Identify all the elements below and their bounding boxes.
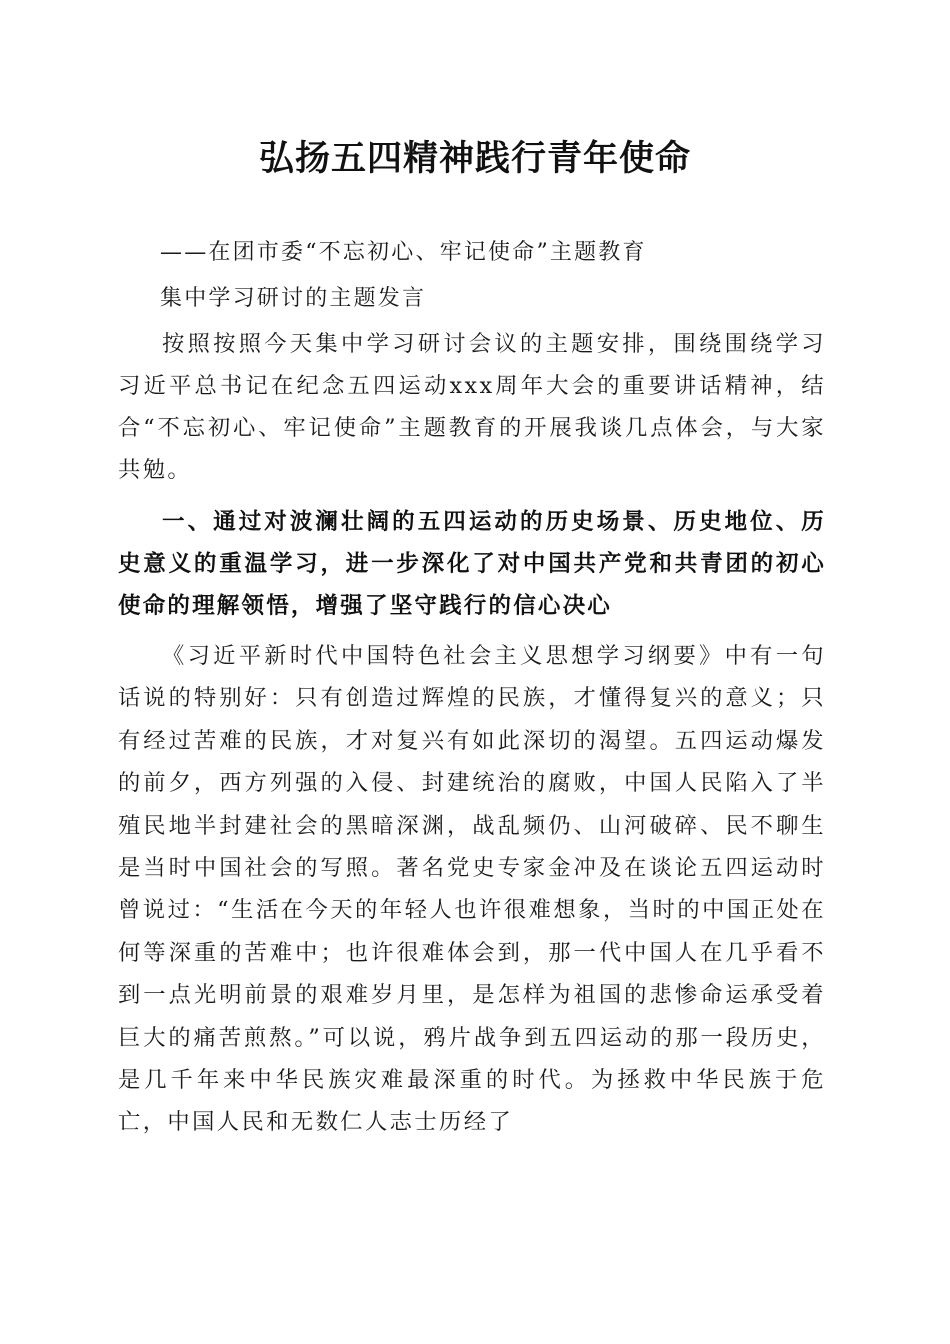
intro-section [118,323,826,491]
intro-paragraph: 按照按照今天集中学习研讨会议的主题安排，围绕围绕学习习近平总书记在纪念五四运动xxx周年大会的重要讲话精神，结合“不忘初心、牢记使命”主题教育的开展我谈几点体会，与大家共勉。 [118,331,826,483]
section-1-heading-block [118,501,826,627]
document-subtitle-line-2: 集中学习研讨的主题发言 [160,286,427,311]
document-title: 弘扬五四精神践行青年使命 [258,138,691,179]
section-1-body [118,635,826,1144]
document-subtitle-line-1: ——在团市委“不忘初心、牢记使命”主题教育 [160,240,647,265]
section-1-paragraph: 《习近平新时代中国特色社会主义思想学习纲要》中有一句话说的特别好：只有创造过辉煌的民族，才懂得复兴的意义；只有经过苦难的民族，才对复兴有如此深切的渴望。五四运动爆发的前夕，西方列强的入侵、封建统治的腐败，中国人民陷入了半殖民地半封建社会的黑暗深渊，战乱频仍、山河破碎、民不聊生是当时中国社会的写照。著名党史专家金冲及在谈论五四运动时曾说过：“生活在今天的年轻人也许很难想象，当时的中国正处在何等深重的苦难中；也许很难体会到，那一代中国人在几乎看不到一点光明前景的艰难岁月里，是怎样为祖国的悲惨命运承受着巨大的痛苦煎熬。”可以说，鸦片战争到五四运动的那一段历史，是几千年来中华民族灾难最深重的时代。为拯救中华民族于危亡，中国人民和无数仁人志士历经了 [118,643,826,1136]
section-1-heading: 一、通过对波澜壮阔的五四运动的历史场景、历史地位、历史意义的重温学习，进一步深化了对中国共产党和共青团的初心使命的理解领悟，增强了坚守践行的信心决心 [118,509,826,619]
